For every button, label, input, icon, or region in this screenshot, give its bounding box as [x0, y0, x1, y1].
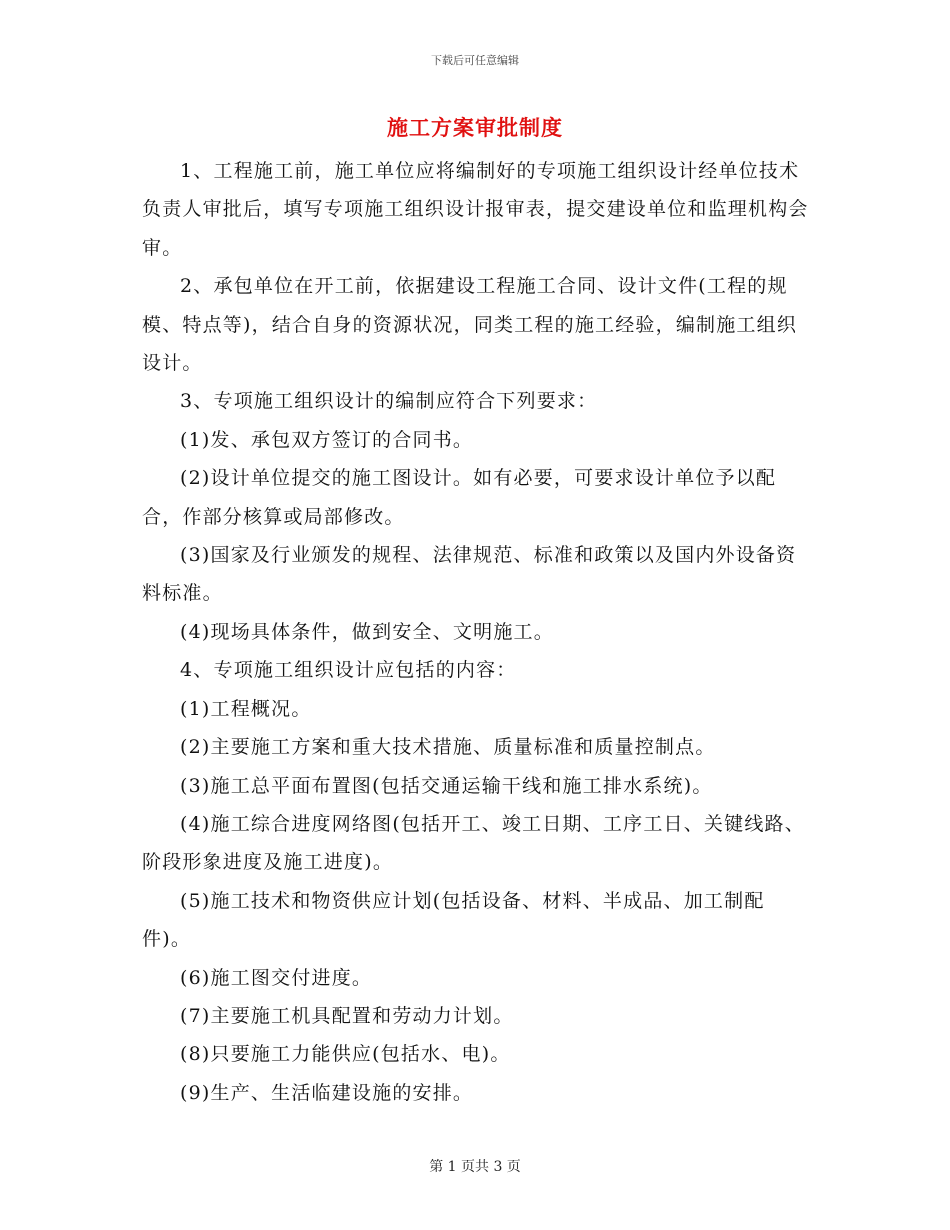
list-item: (6)施工图交付进度。 [180, 966, 373, 989]
list-item: (9)生产、生活临建设施的安排。 [180, 1081, 474, 1104]
paragraph-3: 3、专项施工组织设计的编制应符合下列要求： [180, 390, 598, 413]
list-item: (8)只要施工力能供应(包括水、电)。 [180, 1043, 511, 1066]
paragraph-2: 2、承包单位在开工前，依据建设工程施工合同、设计文件(工程的规模、特点等)，结合自身的资源状况，同类工程的施工经验，编制施工组织设计。 [142, 275, 798, 375]
list-item: (1)发、承包双方签订的合同书。 [180, 428, 474, 451]
list-item: (4)施工综合进度网络图(包括开工、竣工日期、工序工日、关键线路、阶段形象进度及施工进度)。 [142, 812, 805, 874]
document-body [142, 152, 810, 1112]
list-item: (7)主要施工机具配置和劳动力计划。 [180, 1004, 514, 1027]
list-item: (3)国家及行业颁发的规程、法律规范、标准和政策以及国内外设备资料标准。 [142, 544, 797, 605]
list-item: (2)主要施工方案和重大技术措施、质量标准和质量控制点。 [180, 736, 716, 759]
list-item: (2)设计单位提交的施工图设计。如有必要，可要求设计单位予以配合，作部分核算或局部修改。 [142, 467, 777, 528]
list-item: (5)施工技术和物资供应计划(包括设备、材料、半成品、加工制配件)。 [142, 889, 765, 951]
document-title: 施工方案审批制度 [387, 115, 563, 140]
list-item: (1)工程概况。 [180, 697, 312, 720]
list-item: (4)现场具体条件，做到安全、文明施工。 [180, 620, 554, 643]
page-header-note: 下载后可任意编辑 [431, 54, 519, 67]
paragraph-4: 4、专项施工组织设计应包括的内容： [180, 659, 517, 682]
paragraph-1: 1、工程施工前，施工单位应将编制好的专项施工组织设计经单位技术负责人审批后，填写专项施工组织设计报审表，提交建设单位和监理机构会审。 [142, 160, 809, 259]
page-number: 第 1 页共 3 页 [429, 1159, 521, 1175]
list-item: (3)施工总平面布置图(包括交通运输干线和施工排水系统)。 [180, 774, 713, 797]
